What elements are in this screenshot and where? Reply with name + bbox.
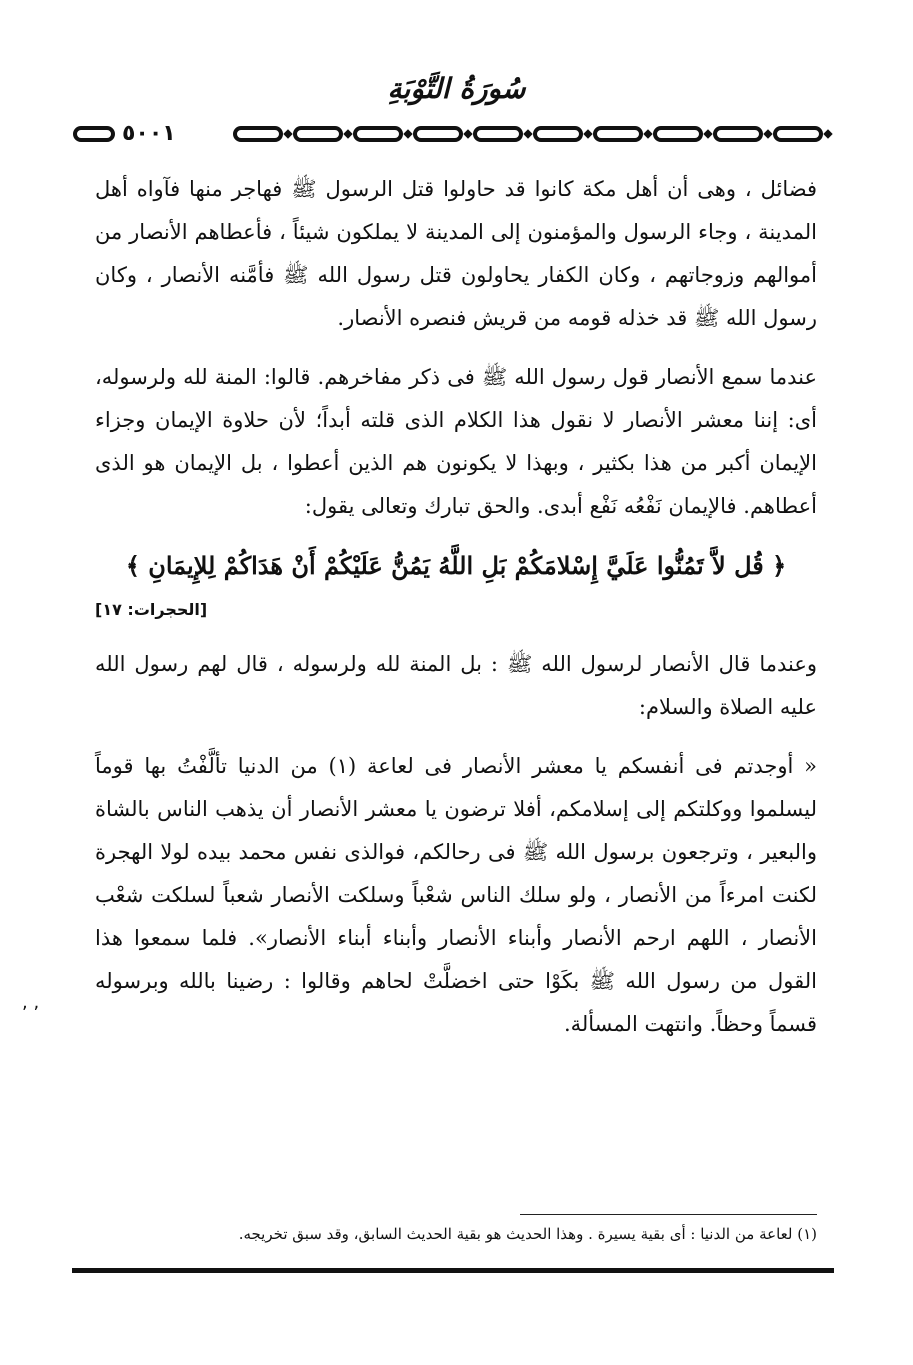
chain-diamond: [584, 130, 592, 138]
chain-diamond: [764, 130, 772, 138]
verse-reference: [الحجرات: ١٧]: [95, 600, 208, 619]
chain-link: [655, 128, 701, 140]
chain-link: [775, 128, 821, 140]
ornament-chain-icon: [70, 120, 840, 148]
paragraph-1: فضائل ، وهى أن أهل مكة كانوا قد حاولوا قتل الرسول ﷺ فهاجر منها فآواه أهل المدينة ، وجاء الرسول والمؤمنون إلى المدينة لا يملكون شيئاً ، فأعطاهم الأنصار من أموالهم وزوجاتهم ، وكان الكفار يحاولون قتل رسول الله ﷺ فأمَّنه الأنصار ، وكان رسول الله ﷺ قد خذله قومه من قريش فنصره الأنصار.: [95, 177, 817, 330]
page-number: ٥٠٠١: [118, 120, 180, 148]
chain-diamond: [344, 130, 352, 138]
chain-diamond: [704, 130, 712, 138]
chain-diamond: [284, 130, 292, 138]
footnote-divider: [520, 1214, 817, 1215]
chain-diamond: [404, 130, 412, 138]
chain-link: [475, 128, 521, 140]
chain-diamond: [644, 130, 652, 138]
chain-link: [595, 128, 641, 140]
paragraph-3: وعندما قال الأنصار لرسول الله ﷺ : بل المنة لله ولرسوله ، قال لهم رسول الله عليه الصلاة والسلام:: [95, 652, 817, 719]
surah-title: سُورَةُ التَّوْبَةِ: [387, 72, 526, 105]
chain-link: [535, 128, 581, 140]
margin-marks: , ,: [22, 992, 40, 1013]
header-ornament: [70, 120, 840, 148]
chain-diamond: [824, 130, 832, 138]
footnote: (١) لعاعة من الدنيا : أى بقية يسيرة . وهذا الحديث هو بقية الحديث السابق، وقد سبق تخريجه.: [238, 1225, 817, 1243]
page-bottom-rule: [72, 1268, 834, 1273]
chain-link: [235, 128, 281, 140]
chain-link: [415, 128, 461, 140]
chain-link: [75, 128, 113, 140]
quran-verse: ﴿ قُل لاَّ تَمُنُّوا عَلَيَّ إِسْلامَكُمْ بَلِ اللَّهُ يَمُنُّ عَلَيْكُمْ أَنْ هَدَاكُمْ لِلإِيمَانِ ﴾: [125, 551, 787, 580]
paragraph-4: « أوجدتم فى أنفسكم يا معشر الأنصار فى لعاعة (١) من الدنيا تألَّفْتُ بها قوماً ليسلموا ووكلتكم إلى إسلامكم، أفلا ترضون يا معشر الأنصار أن يذهب الناس بالشاة والبعير ، وترجعون برسول الله ﷺ فى رحالكم، فوالذى نفس محمد بيده لولا الهجرة لكنت امرءاً من الأنصار ، ولو سلك الناس شعْباً وسلكت الأنصار شعباً لسلكت شعْب الأنصار ، اللهم ارحم الأنصار وأبناء الأنصار وأبناء أبناء الأنصار». فلما سمعوا هذا القول من رسول الله ﷺ بكَوْا حتى اخضلَّتْ لحاهم وقالوا : رضينا بالله وبرسوله قسماً وحظاً. وانتهت المسألة.: [95, 754, 817, 1036]
chain-diamond: [464, 130, 472, 138]
paragraph-2: عندما سمع الأنصار قول رسول الله ﷺ فى ذكر مفاخرهم. قالوا: المنة لله ولرسوله، أى: إننا معشر الأنصار لا نقول هذا الكلام الذى قلته أبداً؛ لأن حلاوة الإيمان وجزاء الإيمان أكبر من هذا بكثير ، وبهذا لا يكونون هم الذين أعطوا ، بل الإيمان هو الذى أعطاهم. فالإيمان نَفْعُه نَفْع أبدى. والحق تبارك وتعالى يقول:: [95, 365, 817, 518]
chain-link: [295, 128, 341, 140]
chain-link: [355, 128, 401, 140]
chain-diamond: [524, 130, 532, 138]
chain-link: [715, 128, 761, 140]
main-text: [95, 168, 817, 1062]
